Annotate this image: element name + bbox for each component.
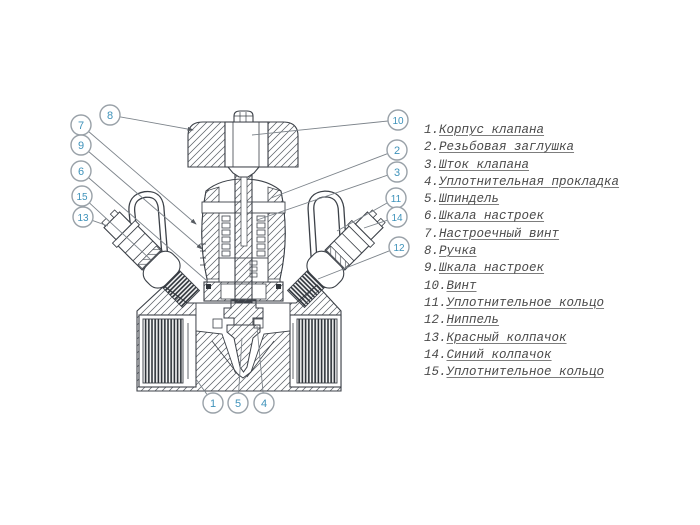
callout-number-12: 12 — [393, 242, 405, 254]
legend-item — [424, 330, 696, 347]
callout-number-11: 11 — [390, 193, 402, 205]
legend-item-number: 6. — [424, 209, 440, 224]
adjusting-screw — [228, 167, 259, 177]
legend-item-label: Синий колпачок — [446, 347, 552, 362]
o-ring-left — [206, 284, 211, 289]
legend-item-label: Винт — [446, 278, 477, 293]
o-ring-right — [276, 284, 281, 289]
legend-item-number: 5. — [424, 192, 440, 207]
legend-item-label: Резьбовая заглушка — [439, 140, 575, 155]
legend-item — [424, 208, 696, 225]
legend-item-label: Шпиндель — [439, 192, 500, 207]
leader-line-8 — [120, 117, 193, 130]
callout-number-3: 3 — [393, 166, 401, 179]
legend-item-number: 2. — [424, 140, 440, 155]
legend-item — [424, 278, 696, 295]
legend-item-label: Ручка — [439, 244, 477, 259]
legend-item-number: 4. — [424, 174, 440, 189]
legend-item-number: 11. — [424, 295, 447, 310]
legend-item — [424, 191, 696, 208]
bonnet-wall-right — [268, 187, 285, 279]
handle — [188, 111, 298, 177]
handle-hub — [225, 122, 268, 167]
legend-item-number: 3. — [424, 157, 440, 172]
legend-item-label: Шкала настроек — [439, 261, 545, 276]
callout-number-14: 14 — [391, 212, 403, 224]
callout-number-15: 15 — [76, 191, 88, 203]
legend-item — [424, 364, 696, 381]
right-port-threads — [297, 319, 337, 383]
legend-item-label: Корпус клапана — [439, 123, 545, 137]
left-branch — [95, 203, 205, 313]
legend-item-label: Красный колпачок — [446, 330, 567, 345]
legend-item-number: 10. — [424, 278, 447, 293]
legend-item — [424, 226, 696, 243]
callout-number-10: 10 — [392, 115, 404, 127]
seal-gasket-left — [213, 319, 222, 328]
legend-item-number: 1. — [424, 123, 440, 137]
right-branch — [283, 203, 393, 313]
left-port-threads — [143, 319, 183, 383]
callout-number-5: 5 — [234, 397, 242, 410]
legend-item-label: Шкала настроек — [439, 209, 545, 224]
callout-number-4: 4 — [260, 397, 268, 410]
legend-item-label: Уплотнительная прокладка — [439, 174, 620, 189]
legend-item-label: Шток клапана — [439, 157, 530, 172]
legend-item — [424, 243, 696, 260]
legend-item — [424, 157, 696, 174]
legend-item — [424, 139, 696, 156]
callout-number-7: 7 — [77, 119, 85, 132]
leader-line-7 — [89, 132, 196, 225]
legend-item-number: 9. — [424, 261, 440, 276]
legend-item-number: 13. — [424, 330, 447, 345]
legend-item — [424, 295, 696, 312]
legend-item-label: Уплотнительное кольцо — [446, 295, 605, 310]
legend-item — [424, 260, 696, 277]
legend-item-label: Настроечный винт — [439, 226, 560, 241]
legend-item-number: 7. — [424, 226, 440, 241]
callout-number-8: 8 — [106, 109, 114, 122]
legend-item-number: 12. — [424, 313, 447, 328]
legend-item-label: Ниппель — [446, 313, 500, 328]
callout-number-2: 2 — [393, 144, 401, 157]
legend-item — [424, 312, 696, 329]
callout-number-9: 9 — [77, 139, 85, 152]
top-screw — [234, 111, 253, 122]
legend-item-number: 8. — [424, 244, 440, 259]
legend-item — [424, 122, 696, 139]
legend-item — [424, 174, 696, 191]
callout-number-1: 1 — [209, 397, 217, 410]
legend-item-number: 15. — [424, 365, 447, 380]
legend-item — [424, 347, 696, 364]
callout-number-6: 6 — [77, 165, 85, 178]
callout-number-13: 13 — [77, 212, 89, 224]
legend-item-label: Уплотнительное кольцо — [446, 365, 605, 380]
legend-item-number: 14. — [424, 347, 447, 362]
parts-legend — [424, 122, 696, 381]
